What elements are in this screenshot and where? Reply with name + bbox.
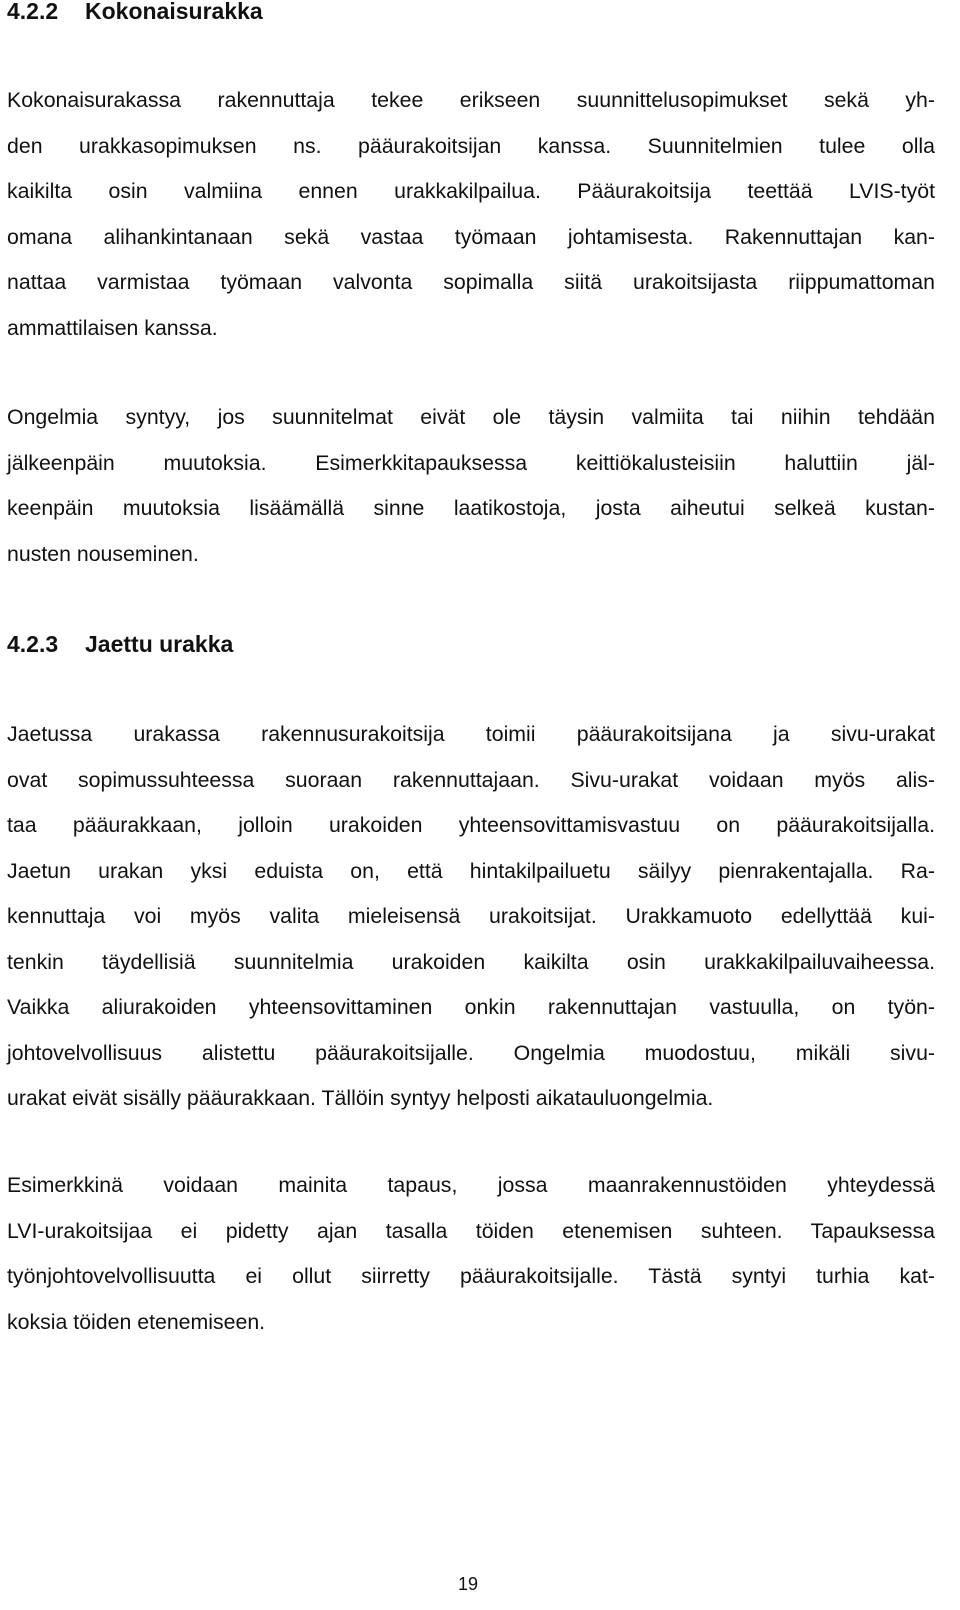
- text-line: Vaikka aliurakoiden yhteensovittaminen onkin rakennuttajan vastuulla, on työn-: [7, 995, 935, 1019]
- text-line: urakat eivät sisälly pääurakkaan. Tällöin syntyy helposti aikatauluongelmia.: [7, 1086, 714, 1110]
- paragraph: [7, 78, 935, 351]
- text-line: omana alihankintanaan sekä vastaa työmaan johtamisesta. Rakennuttajan kan-: [7, 224, 935, 249]
- text-line: työnjohtovelvollisuutta ei ollut siirretty pääurakoitsijalle. Tästä syntyi turhia kat-: [7, 1264, 935, 1288]
- text-line: den urakkasopimuksen ns. pääurakoitsijan kanssa. Suunnitelmien tulee olla: [7, 133, 935, 158]
- text-line: kaikilta osin valmiina ennen urakkakilpailua. Pääurakoitsija teettää LVIS-työt: [7, 179, 935, 203]
- paragraph: [7, 1163, 935, 1345]
- text-line: Kokonaisurakassa rakennuttaja tekee erikseen suunnittelusopimukset sekä yh-: [7, 88, 935, 112]
- text-line: Esimerkkinä voidaan mainita tapaus, jossa maanrakennustöiden yhteydessä: [7, 1173, 935, 1197]
- section-heading-4-2-2: [7, 0, 263, 25]
- paragraph: [7, 712, 935, 1122]
- section-number: 4.2.2: [7, 0, 59, 24]
- text-line: Jaetun urakan yksi eduista on, että hintakilpailuetu säilyy pienrakentajalla. Ra-: [7, 858, 935, 883]
- text-line: johtovelvollisuus alistettu pääurakoitsijalle. Ongelmia muodostuu, mikäli sivu-: [7, 1040, 935, 1065]
- text-line: Ongelmia syntyy, jos suunnitelmat eivät ole täysin valmiita tai niihin tehdään: [7, 405, 935, 429]
- text-line: ovat sopimussuhteessa suoraan rakennuttajaan. Sivu-urakat voidaan myös alis-: [7, 767, 935, 792]
- section-title: Kokonaisurakka: [85, 0, 263, 24]
- section-heading-4-2-3: [7, 630, 233, 658]
- text-line: koksia töiden etenemiseen.: [7, 1309, 266, 1334]
- page-number: 19: [457, 1574, 479, 1594]
- paragraph: [7, 395, 935, 577]
- text-line: taa pääurakkaan, jolloin urakoiden yhteensovittamisvastuu on pääurakoitsijalla.: [7, 813, 935, 837]
- text-line: tenkin täydellisiä suunnitelmia urakoiden kaikilta osin urakkakilpailuvaiheessa.: [7, 949, 935, 974]
- text-line: kennuttaja voi myös valita mieleisensä urakoitsijat. Urakkamuoto edellyttää kui-: [7, 904, 935, 928]
- section-title: Jaettu urakka: [85, 631, 234, 657]
- section-number: 4.2.3: [7, 631, 59, 657]
- text-line: jälkeenpäin muutoksia. Esimerkkitapauksessa keittiökalusteisiin haluttiin jäl-: [7, 450, 935, 475]
- text-line: nattaa varmistaa työmaan valvonta sopimalla siitä urakoitsijasta riippumattoman: [7, 270, 935, 294]
- text-line: nusten nouseminen.: [7, 541, 199, 566]
- text-line: Jaetussa urakassa rakennusurakoitsija toimii pääurakoitsijana ja sivu-urakat: [7, 722, 935, 746]
- text-line: LVI-urakoitsijaa ei pidetty ajan tasalla töiden etenemisen suhteen. Tapauksessa: [7, 1218, 935, 1243]
- text-line: ammattilaisen kanssa.: [7, 315, 218, 340]
- text-line: keenpäin muutoksia lisäämällä sinne laatikostoja, josta aiheutui selkeä kustan-: [7, 496, 935, 520]
